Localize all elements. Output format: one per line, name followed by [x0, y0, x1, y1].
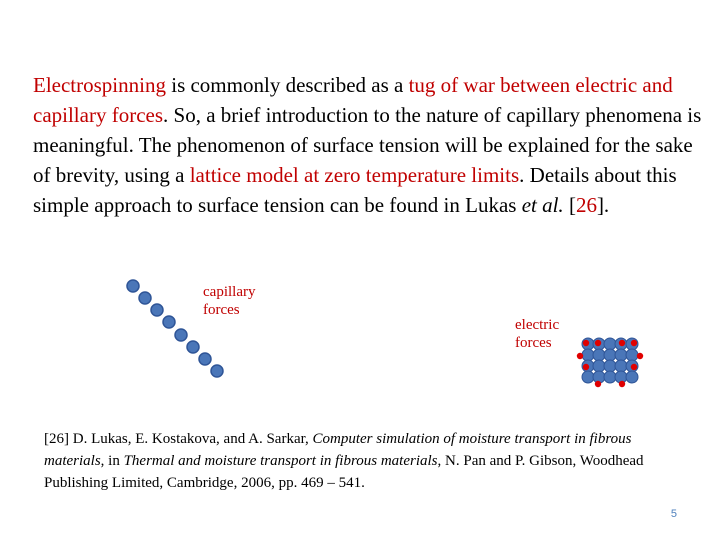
electric-label-line2: forces	[515, 335, 552, 351]
electric-label-line1: electric	[515, 317, 560, 333]
electric-cluster	[577, 338, 643, 387]
cluster-molecule	[604, 360, 616, 372]
reference-book-title: Thermal and moisture transport in fibrous materials	[123, 453, 438, 469]
reference-chapter-title: Computer simulation of moisture transport in fibrous materials	[44, 431, 632, 469]
paragraph-text: . So, a brief introduction to the nature of capillary phenomena is meaningful. The phenomenon of surface tension will be explained for the sake of brevity, using a	[33, 103, 702, 187]
page-number: 5	[670, 508, 677, 520]
reference-text: , in	[100, 453, 124, 469]
cluster-molecule	[604, 349, 616, 361]
charge-dot	[583, 340, 589, 346]
electric-forces-label	[515, 316, 559, 352]
chain-molecule	[187, 341, 199, 353]
cluster-molecule	[615, 360, 627, 372]
paragraph-text: [	[563, 193, 576, 217]
chain-molecule	[127, 280, 139, 292]
et-al-text: et al.	[521, 193, 564, 217]
reference-entry	[44, 428, 694, 494]
charge-dot	[631, 364, 637, 370]
capillary-forces-label	[203, 283, 255, 319]
cluster-molecule	[593, 360, 605, 372]
chain-molecule	[151, 304, 163, 316]
paragraph-text: ].	[596, 193, 610, 217]
chain-molecule	[163, 316, 175, 328]
reference-authors: [26] D. Lukas, E. Kostakova, and A. Sarkar,	[44, 431, 313, 447]
charge-dot	[595, 340, 601, 346]
cluster-molecule	[604, 371, 616, 383]
chain-molecule	[211, 365, 223, 377]
reference-publisher: , N. Pan and P. Gibson, Woodhead Publishing Limited, Cambridge, 2006, pp. 469 – 541.	[44, 453, 644, 491]
term-lattice-model: lattice model at zero temperature limits	[189, 163, 520, 187]
cluster-molecule	[582, 349, 594, 361]
chain-molecule	[199, 353, 211, 365]
term-electrospinning: Electrospinning	[33, 73, 166, 97]
paragraph-text: is commonly described as a	[165, 73, 409, 97]
charge-dot	[577, 353, 583, 359]
charge-dot	[619, 381, 625, 387]
cluster-molecule	[615, 349, 627, 361]
capillary-label-line1: capillary	[203, 284, 256, 300]
charge-dot	[619, 340, 625, 346]
cluster-molecule	[582, 371, 594, 383]
paragraph-text: . Details about this simple approach to surface tension can be found in Lukas	[33, 163, 677, 217]
charge-dot	[637, 353, 643, 359]
capillary-label-line2: forces	[203, 302, 240, 318]
cluster-molecule	[626, 371, 638, 383]
citation-link[interactable]: 26	[575, 193, 597, 217]
cluster-molecule	[593, 349, 605, 361]
charge-dot	[583, 364, 589, 370]
chain-molecule	[139, 292, 151, 304]
term-tug-of-war: tug of war between electric and capillary forces	[33, 73, 673, 127]
chain-molecule	[175, 329, 187, 341]
cluster-molecule	[604, 338, 616, 350]
charge-dot	[631, 340, 637, 346]
cluster-molecule	[626, 349, 638, 361]
charge-dot	[595, 381, 601, 387]
